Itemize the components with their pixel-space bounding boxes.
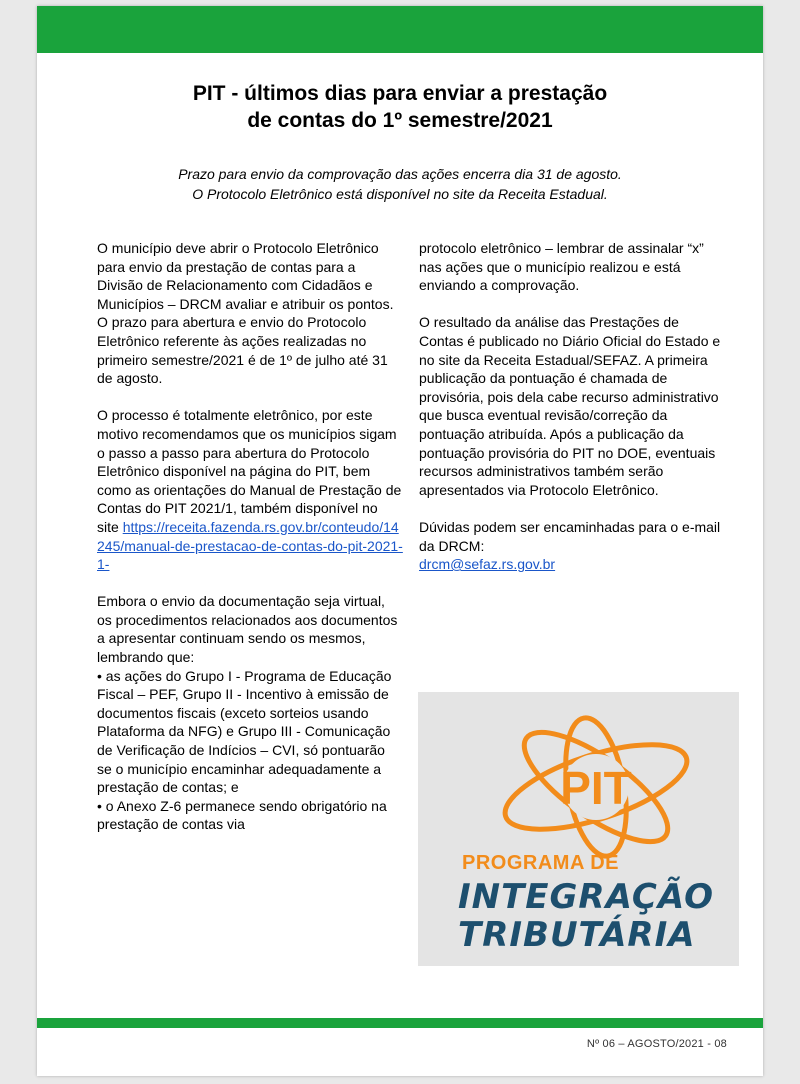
top-green-bar [37,6,763,53]
subtitle-line-2: O Protocolo Eletrônico está disponível no site da Receita Estadual. [192,186,608,202]
left-paragraph-1: O município deve abrir o Protocolo Eletrônico para envio da prestação de contas para a Divisão de Relacionamento com Cidadãos e Municípios – DRCM avaliar e atribuir os pontos. O prazo para abertura e envio do Protocolo Eletrônico referente às ações realizadas no primeiro semestre/2021 é de 1º de julho até 31 de agosto. [97,240,394,387]
atom-orbit-icon [418,692,739,862]
right-paragraph-1: protocolo eletrônico – lembrar de assinalar “x” nas ações que o município realizou e está enviando a comprovação. [419,240,704,294]
logo-line-2: INTEGRAÇÃO [458,877,715,917]
logo-acronym: PIT [560,762,632,814]
logo-line-3: TRIBUTÁRIA [458,915,696,955]
left-paragraph-2 [97,406,403,573]
title-line-1: PIT - últimos dias para enviar a prestação [192,82,608,105]
manual-link[interactable]: https://receita.fazenda.rs.gov.br/conteudo/14245/manual-de-prestacao-de-contas-do-pit-2021-1- [97,518,403,573]
left-paragraph-2-text: O processo é totalmente eletrônico, por este motivo recomendamos que os municípios sigam o passo a passo para abertura do Protocolo Eletrônico disponível na página do PIT, bem como as orientações do Manual de Prestação de Contas do PIT 2021/1, também disponível no site [97,407,402,535]
title-line-2: de contas do 1º semestre/2021 [247,109,553,132]
issue-footer: Nº 06 – AGOSTO/2021 - 08 [586,1038,727,1050]
pit-logo [418,692,739,966]
right-paragraph-3 [419,518,727,574]
email-link[interactable]: drcm@sefaz.rs.gov.br [419,556,556,573]
article-subtitle [37,164,763,204]
bullet-item-2: • o Anexo Z-6 permanece sendo obrigatório na prestação de contas via [97,797,387,833]
logo-line-1: PROGRAMA DE [462,852,619,874]
left-paragraph-3: Embora o envio da documentação seja virtual, os procedimentos relacionados aos documentos a apresentar continuam sendo os mesmos, lembrando que: [97,593,398,666]
right-column [419,239,727,592]
right-paragraph-3-text: Dúvidas podem ser encaminhadas para o e-mail da DRCM: [419,518,721,554]
bottom-green-bar [37,1018,763,1028]
article-title [37,80,763,134]
right-paragraph-2: O resultado da análise das Prestações de Contas é publicado no Diário Oficial do Estado e no site da Receita Estadual/SEFAZ. A primeira publicação da pontuação é chamada de provisória, pois dela cabe recurso administrativo que busca eventual revisão/correção da pontuação atribuída. Após a publicação da pontuação provisória do PIT no DOE, eventuais recursos administrativos também serão apresentados via Protocolo Eletrônico. [419,314,721,498]
bullet-item-1: • as ações do Grupo I - Programa de Educação Fiscal – PEF, Grupo II - Incentivo à emissão de documentos fiscais (exceto sorteios usando Plataforma da NFG) e Grupo III - Comunicação de Verificação de Indícios – CVI, só pontuarão se o município encaminhar adequadamente a prestação de contas; e [97,667,392,796]
newsletter-page [37,6,763,1076]
subtitle-line-1: Prazo para envio da comprovação das ações encerra dia 31 de agosto. [178,166,622,182]
left-column [97,239,403,834]
